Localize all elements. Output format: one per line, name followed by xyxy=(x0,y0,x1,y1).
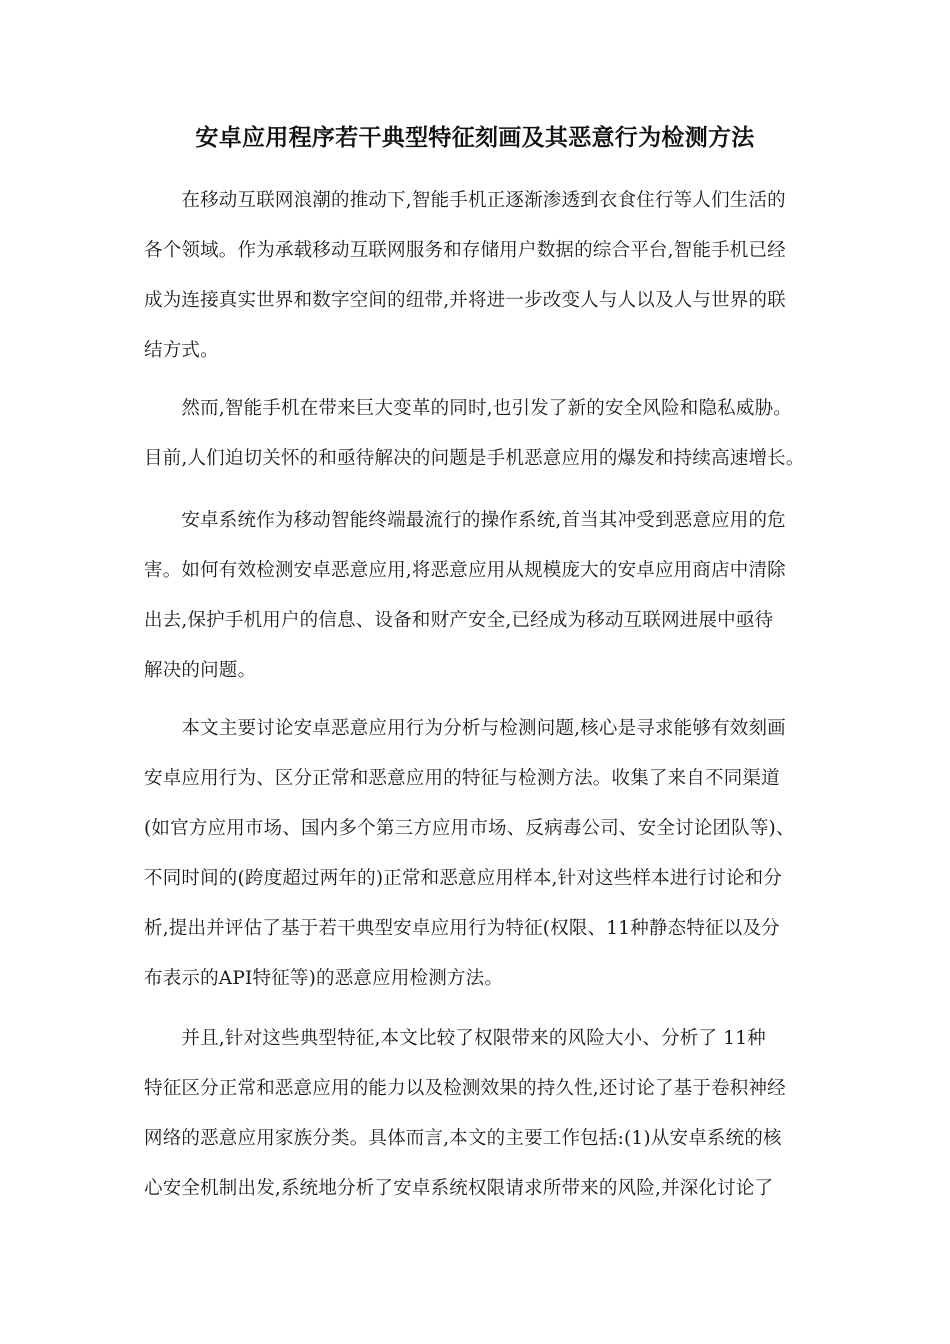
text-line: 安卓应用行为、区分正常和恶意应用的特征与检测方法。收集了来自不同渠道 xyxy=(144,768,780,789)
text-line: 不同时间的(跨度超过两年的)正常和恶意应用样本,针对这些样本进行讨论和分 xyxy=(144,868,783,889)
text-line: 成为连接真实世界和数字空间的纽带,并将进一步改变人与人以及人与世界的联 xyxy=(144,290,786,311)
text-line: 然而,智能手机在带来巨大变革的同时,也引发了新的安全风险和隐私威胁。 xyxy=(144,398,792,419)
paragraph-1 xyxy=(144,176,812,376)
document-title: 安卓应用程序若干典型特征刻画及其恶意行为检测方法 xyxy=(195,125,755,151)
paragraph-2 xyxy=(144,384,812,484)
paragraph-3 xyxy=(144,496,812,696)
text-line: 在移动互联网浪潮的推动下,智能手机正逐渐渗透到衣食住行等人们生活的 xyxy=(144,190,786,211)
text-line: 布表示的API特征等)的恶意应用检测方法。 xyxy=(144,968,504,989)
text-line: 目前,人们迫切关怀的和亟待解决的问题是手机恶意应用的爆发和持续高速增长。 xyxy=(144,448,805,469)
text-line: 结方式。 xyxy=(144,340,219,361)
paragraph-5 xyxy=(144,1014,812,1214)
text-line: 本文主要讨论安卓恶意应用行为分析与检测问题,核心是寻求能够有效刻画 xyxy=(144,718,786,739)
text-line: 并且,针对这些典型特征,本文比较了权限带来的风险大小、分析了 11种 xyxy=(144,1028,766,1049)
text-line: 解决的问题。 xyxy=(144,660,257,681)
text-line: 心安全机制出发,系统地分析了安卓系统权限请求所带来的风险,并深化讨论了 xyxy=(144,1178,774,1199)
text-line: 各个领域。作为承载移动互联网服务和存储用户数据的综合平台,智能手机已经 xyxy=(144,240,786,261)
text-line: (如官方应用市场、国内多个第三方应用市场、反病毒公司、安全讨论团队等)、 xyxy=(144,818,795,839)
text-line: 网络的恶意应用家族分类。具体而言,本文的主要工作包括:(1)从安卓系统的核 xyxy=(144,1128,782,1149)
text-line: 害。如何有效检测安卓恶意应用,将恶意应用从规模庞大的安卓应用商店中清除 xyxy=(144,560,786,581)
text-line: 出去,保护手机用户的信息、设备和财产安全,已经成为移动互联网进展中亟待 xyxy=(144,610,774,631)
text-line: 特征区分正常和恶意应用的能力以及检测效果的持久性,还讨论了基于卷积神经 xyxy=(144,1078,786,1099)
paragraph-4 xyxy=(144,704,812,1004)
text-line: 析,提出并评估了基于若干典型安卓应用行为特征(权限、11种静态特征以及分 xyxy=(144,918,780,939)
text-line: 安卓系统作为移动智能终端最流行的操作系统,首当其冲受到恶意应用的危 xyxy=(144,510,786,531)
